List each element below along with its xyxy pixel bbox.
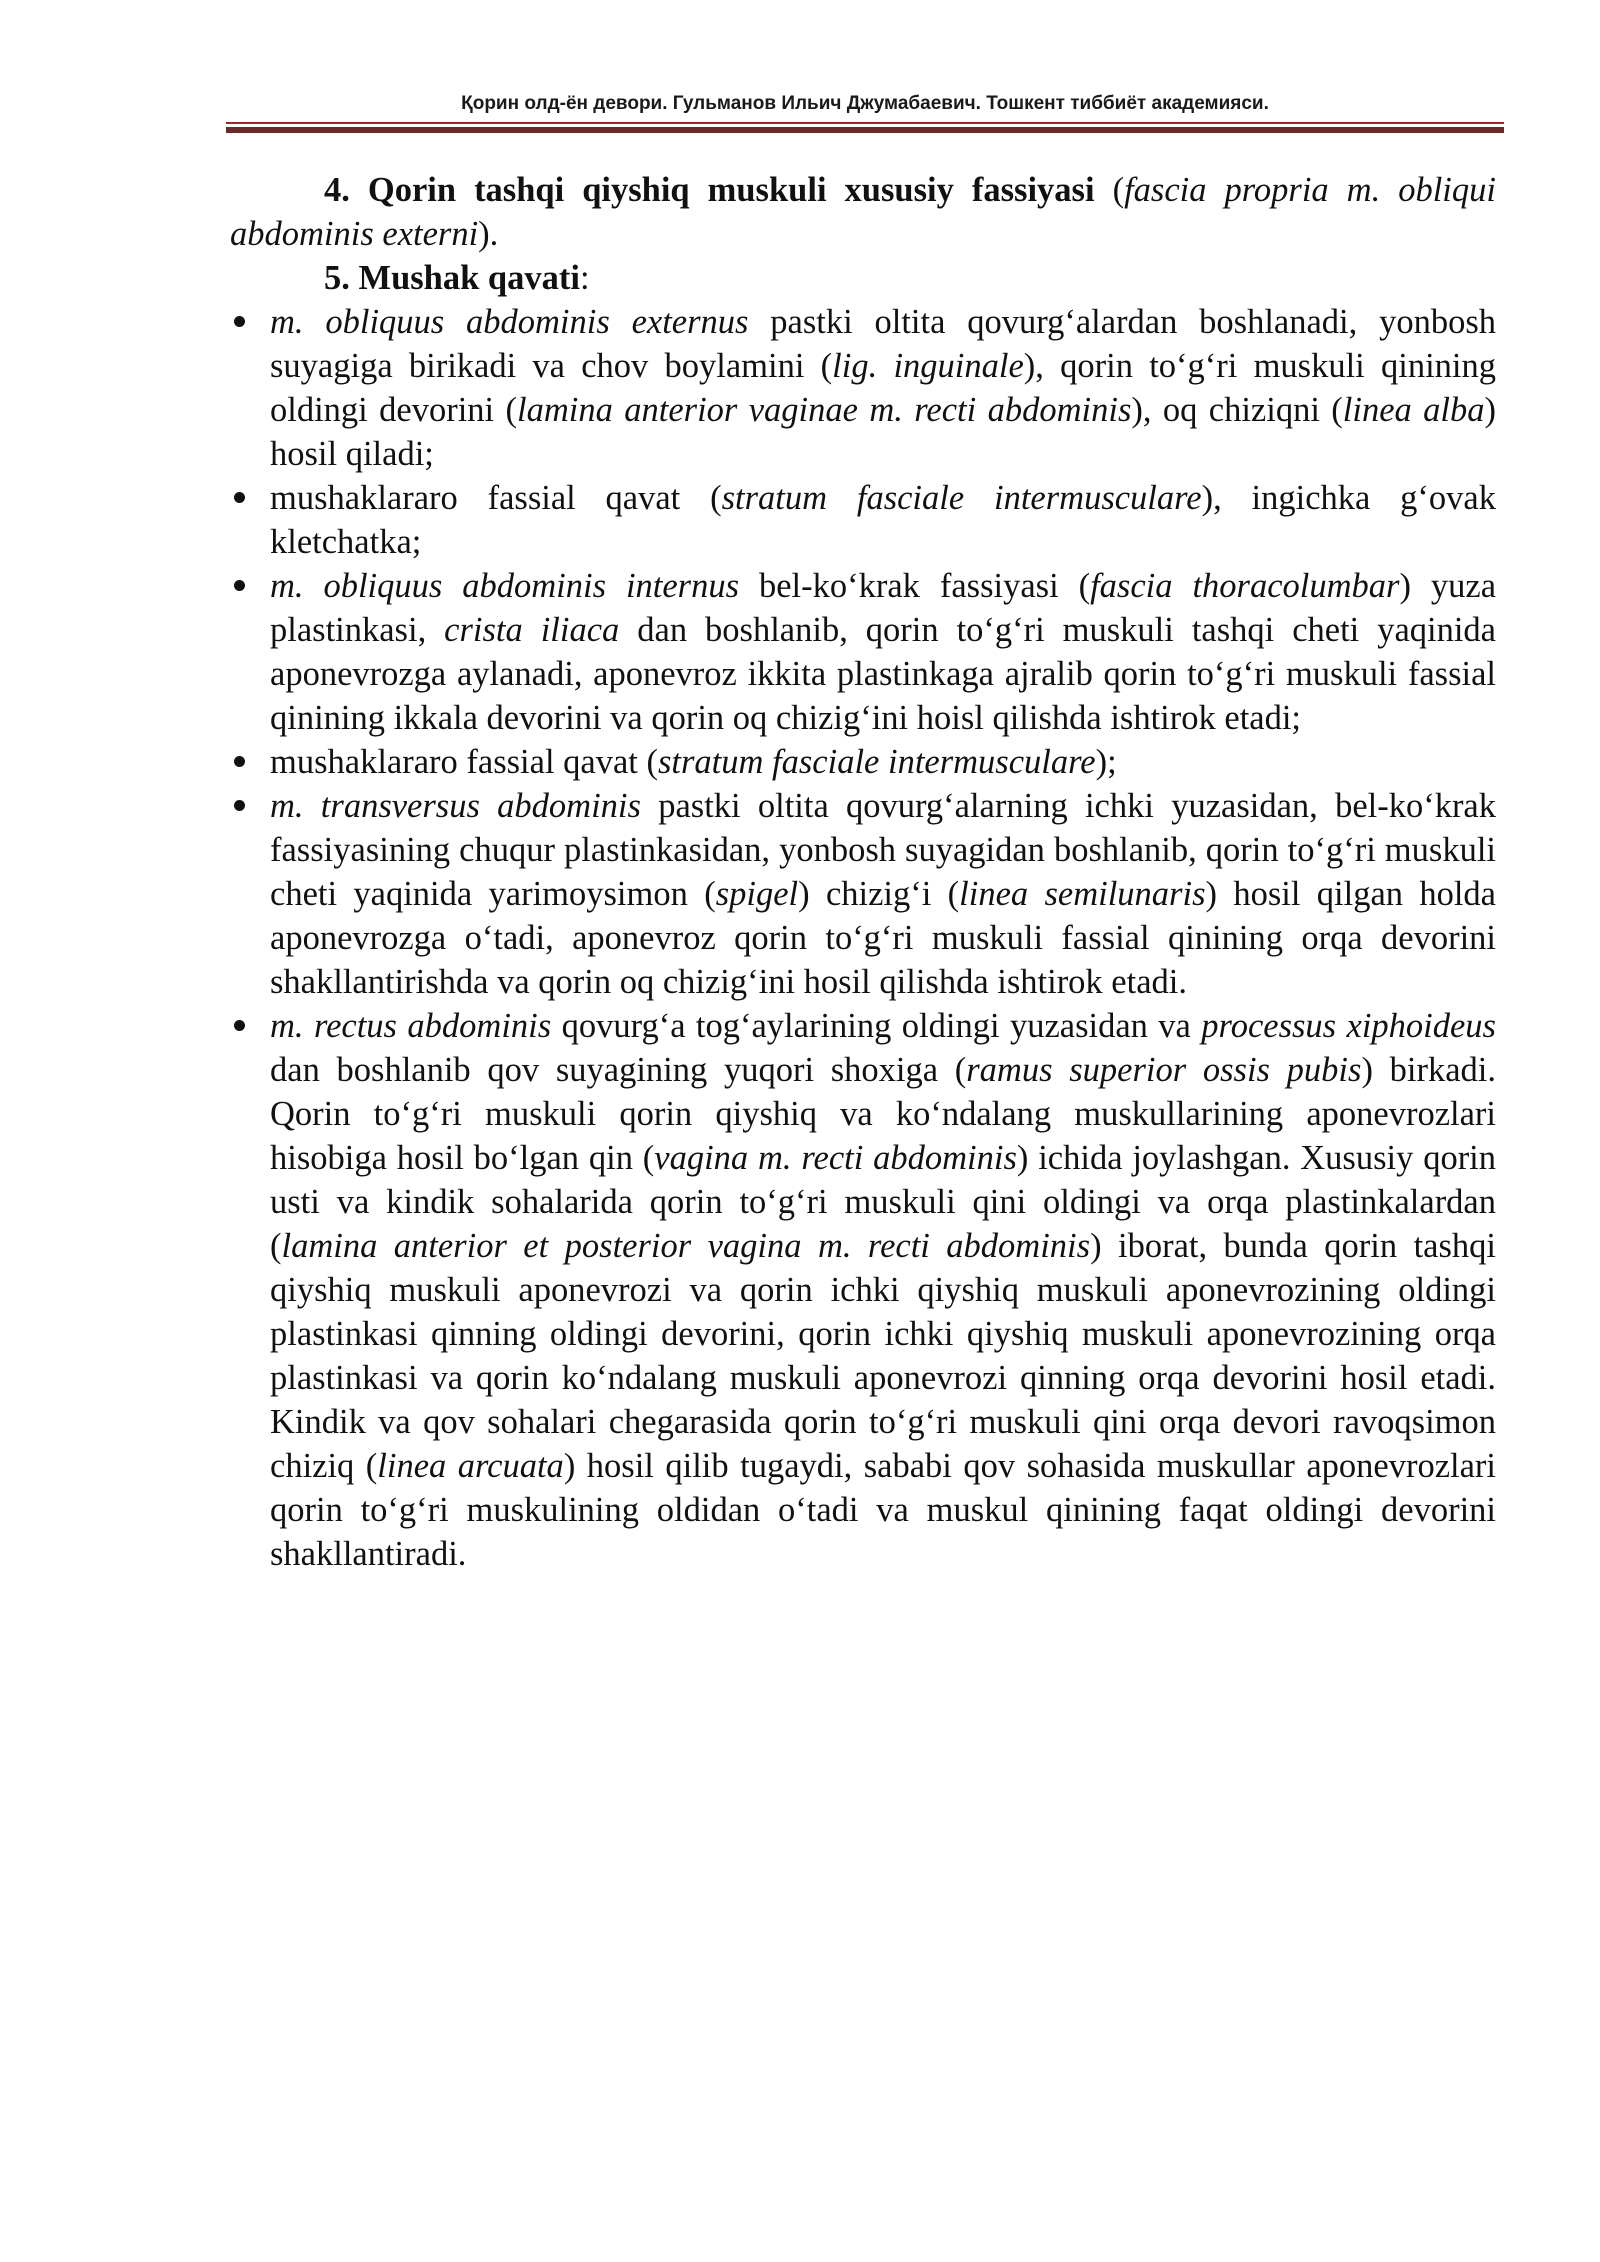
latin-term: m. rectus abdominis <box>270 1007 552 1045</box>
latin-term: m. obliquus abdominis externus <box>270 303 749 341</box>
bullet-dot-icon <box>234 800 245 811</box>
bullet-text: ) hosil qilgan holda aponevrozga o‘tadi, aponevroz qorin to‘g‘ri muskuli fassial qinining orqa devorini shakllantirishda va qorin oq chizig‘ini hosil qilishda ishtirok etadi. <box>270 875 1496 1001</box>
bullet-text: ); <box>1095 743 1117 781</box>
document-body <box>230 168 1496 1576</box>
latin-term: lamina anterior vaginae m. recti abdominis <box>517 391 1132 429</box>
latin-term: linea arcuata <box>377 1447 564 1485</box>
section-5-heading: 5. Mushak qavati <box>324 259 580 297</box>
bullet-dot-icon <box>234 580 245 591</box>
latin-term: lamina anterior et posterior vagina m. recti abdominis <box>281 1227 1091 1265</box>
header-rule-thick <box>226 127 1504 133</box>
running-header: Қорин олд-ён девори. Гульманов Ильич Джумабаевич. Тошкент тиббиёт академияси. <box>461 93 1269 114</box>
bullet-list <box>230 300 1496 1576</box>
bullet-item <box>230 740 1496 784</box>
bullet-dot-icon <box>234 492 245 503</box>
bullet-dot-icon <box>234 756 245 767</box>
bullet-text: ) birkadi. Qorin to‘g‘ri muskuli qorin qiyshiq va ko‘ndalang muskullarining aponevrozlari hisobiga hosil bo‘lgan qin ( <box>270 1051 1496 1177</box>
bullet-item <box>230 300 1496 476</box>
bullet-text: dan boshlanib qov suyagining yuqori shoxiga ( <box>270 1051 967 1089</box>
latin-term: lig. inguinale <box>832 347 1024 385</box>
latin-term: crista iliaca <box>444 611 620 649</box>
bullet-text: mushaklararo fassial qavat ( <box>270 479 722 517</box>
bullet-text: ) chizig‘i ( <box>798 875 960 913</box>
latin-term: linea alba <box>1342 391 1485 429</box>
latin-term: fascia thoracolumbar <box>1090 567 1400 605</box>
latin-term: m. obliquus abdominis internus <box>270 567 740 605</box>
bullet-text: ) hosil qilib tugaydi, sababi qov sohasida muskullar aponevrozlari qorin to‘g‘ri muskulining oldidan o‘tadi va muskul qinining faqat oldingi devorini shakllantiradi. <box>270 1447 1497 1573</box>
header-rule-thin <box>226 122 1504 124</box>
bullet-text: dan boshlanib, qorin to‘g‘ri muskuli tashqi cheti yaqinida aponevrozga aylanadi, aponevroz ikkita plastinkaga ajralib qorin to‘g‘ri muskuli fassial qinining ikkala devorini va qorin oq chizig‘ini hoisl qilishda ishtirok etadi; <box>270 611 1496 737</box>
bullet-text: pastki oltita qovurg‘alarning ichki yuzasidan, bel-ko‘krak fassiyasining chuqur plastinkasidan, yonbosh suyagidan boshlanib, qorin to‘g‘ri muskuli cheti yaqinida yarimoysimon ( <box>270 787 1496 913</box>
bullet-text: mushaklararo fassial qavat ( <box>270 743 658 781</box>
bullet-text: ) yuza plastinkasi, <box>270 567 1497 649</box>
bullet-text: qovurg‘a tog‘aylarining oldingi yuzasidan va <box>551 1007 1202 1045</box>
bullet-item <box>230 784 1496 1004</box>
latin-term: linea semilunaris <box>959 875 1206 913</box>
latin-term: stratum fasciale intermusculare <box>657 743 1096 781</box>
bullet-item <box>230 476 1496 564</box>
latin-term: m. transversus abdominis <box>270 787 641 825</box>
bullet-text: pastki oltita qovurg‘alardan boshlanadi, yonbosh suyagiga birikadi va chov boylamini ( <box>270 303 1496 385</box>
latin-term: spigel <box>715 875 799 913</box>
bullet-text: bel-ko‘krak fassiyasi ( <box>739 567 1091 605</box>
latin-term: processus xiphoideus <box>1201 1007 1496 1045</box>
section-4-heading: 4. Qorin tashqi qiyshiq muskuli xususiy fassiyasi <box>324 171 1095 209</box>
bullet-item <box>230 564 1496 740</box>
bullet-text: ) iborat, bunda qorin tashqi qiyshiq muskuli aponevrozi va qorin ichki qiyshiq muskuli aponevrozining oldingi plastinkasi qinning oldingi devorini, qorin ichki qiyshiq muskuli aponevrozining orqa plastinkasi va qorin ko‘ndalang muskuli aponevrozi qinning orqa devorini hosil etadi. Kindik va qov sohalari chegarasida qorin to‘g‘ri muskuli qini orqa devori ravoqsimon chiziq ( <box>270 1227 1496 1485</box>
section-4-open-paren: ( <box>1094 171 1125 209</box>
bullet-dot-icon <box>234 316 245 327</box>
bullet-text: ) ichida joylashgan. Xususiy qorin usti va kindik sohalarida qorin to‘g‘ri muskuli qini oldingi va orqa plastinkalardan ( <box>270 1139 1497 1265</box>
bullet-text: ), oq chiziqni ( <box>1131 391 1343 429</box>
bullet-item <box>230 1004 1496 1576</box>
bullet-text: ), ingichka g‘ovak kletchatka; <box>270 479 1496 561</box>
section-4-close-paren: ). <box>478 215 499 253</box>
section-5-paragraph <box>230 256 1496 300</box>
latin-term: stratum fasciale intermusculare <box>721 479 1202 517</box>
bullet-text: ), qorin to‘g‘ri muskuli qinining oldingi devorini ( <box>270 347 1496 429</box>
latin-term: ramus superior ossis pubis <box>966 1051 1362 1089</box>
section-4-paragraph <box>230 168 1496 256</box>
section-5-colon: : <box>579 259 590 297</box>
latin-term: vagina m. recti abdominis <box>654 1139 1017 1177</box>
bullet-text: ) hosil qiladi; <box>270 391 1497 473</box>
section-4-latin-term: fascia propria m. obliqui abdominis externi <box>230 171 1496 253</box>
bullet-dot-icon <box>234 1020 245 1031</box>
